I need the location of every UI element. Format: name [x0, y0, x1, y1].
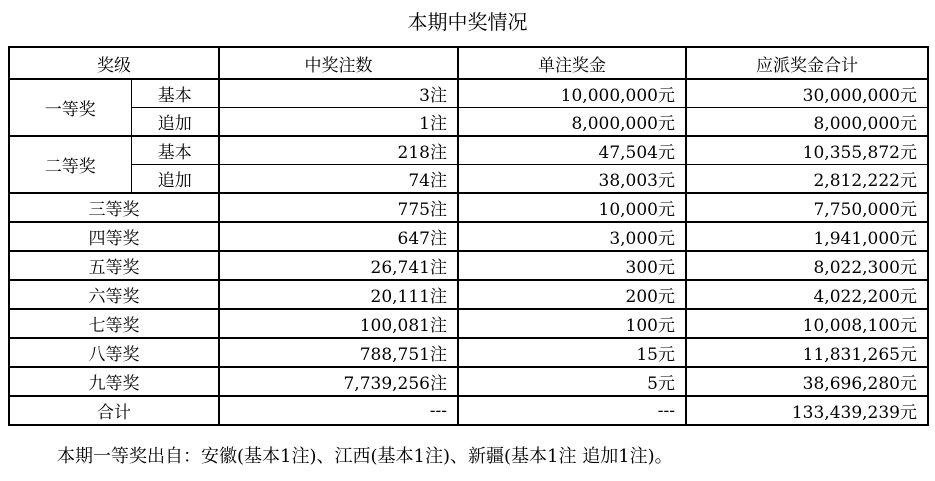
winning-count-cell: 775注 — [219, 193, 458, 222]
col-header-prize-level: 奖级 — [9, 47, 219, 79]
prize-level-cell: 七等奖 — [9, 309, 219, 338]
single-prize-cell: 15元 — [458, 338, 686, 367]
winning-count-cell: 3注 — [219, 79, 458, 108]
single-prize-cell: 8,000,000元 — [458, 108, 686, 137]
winning-count-cell: 218注 — [219, 136, 458, 165]
single-prize-cell: 5元 — [458, 367, 686, 396]
single-prize-cell: 3,000元 — [458, 222, 686, 251]
sub-type-cell: 追加 — [131, 108, 219, 137]
header-row — [9, 47, 928, 79]
total-prize-cell: 4,022,200元 — [686, 280, 928, 309]
winning-count-cell: 1注 — [219, 108, 458, 137]
single-prize-cell: 38,003元 — [458, 165, 686, 194]
prize-level-cell: 九等奖 — [9, 367, 219, 396]
single-prize-cell: 10,000元 — [458, 193, 686, 222]
total-prize-cell: 1,941,000元 — [686, 222, 928, 251]
single-prize-cell: 10,000,000元 — [458, 79, 686, 108]
total-prize-cell: 7,750,000元 — [686, 193, 928, 222]
page-title: 本期中奖情况 — [407, 10, 528, 34]
winning-count-cell: 20,111注 — [219, 280, 458, 309]
total-prize-cell: 10,355,872元 — [686, 136, 928, 165]
total-prize-cell: 133,439,239元 — [686, 396, 928, 425]
winning-count-cell: 788,751注 — [219, 338, 458, 367]
total-prize-cell: 10,008,100元 — [686, 309, 928, 338]
winning-count-cell: 74注 — [219, 165, 458, 194]
sub-type-cell: 追加 — [131, 165, 219, 194]
winning-count-cell: 647注 — [219, 222, 458, 251]
first-prize-source-note: 本期一等奖出自：安徽(基本1注)、江西(基本1注)、新疆(基本1注 追加1注)。 — [57, 446, 673, 467]
total-prize-cell: 11,831,265元 — [686, 338, 928, 367]
winning-count-cell: 7,739,256注 — [219, 367, 458, 396]
prize-level-cell: 五等奖 — [9, 251, 219, 280]
col-header-total-prize: 应派奖金合计 — [686, 47, 928, 79]
table-row — [9, 136, 928, 165]
table-row — [9, 309, 928, 338]
total-prize-cell: 8,000,000元 — [686, 108, 928, 137]
table-row — [9, 251, 928, 280]
prize-level-cell: 合计 — [9, 396, 219, 425]
table-row — [9, 193, 928, 222]
prize-level-cell: 一等奖 — [9, 79, 131, 136]
single-prize-cell: 200元 — [458, 280, 686, 309]
prize-level-cell: 二等奖 — [9, 136, 131, 193]
prize-table — [8, 46, 929, 426]
winning-count-cell: 26,741注 — [219, 251, 458, 280]
prize-level-cell: 三等奖 — [9, 193, 219, 222]
prize-level-cell: 四等奖 — [9, 222, 219, 251]
table-row — [9, 222, 928, 251]
winning-count-cell: 100,081注 — [219, 309, 458, 338]
table-row — [9, 280, 928, 309]
total-prize-cell: 38,696,280元 — [686, 367, 928, 396]
table-row — [9, 165, 928, 194]
table-row — [9, 108, 928, 137]
prize-level-cell: 八等奖 — [9, 338, 219, 367]
table-row-total — [9, 396, 928, 425]
sub-type-cell: 基本 — [131, 136, 219, 165]
table-row — [9, 79, 928, 108]
total-prize-cell: 2,812,222元 — [686, 165, 928, 194]
table-row — [9, 338, 928, 367]
winning-count-cell: --- — [219, 396, 458, 425]
single-prize-cell: --- — [458, 396, 686, 425]
total-prize-cell: 8,022,300元 — [686, 251, 928, 280]
col-header-single-prize: 单注奖金 — [458, 47, 686, 79]
total-prize-cell: 30,000,000元 — [686, 79, 928, 108]
prize-level-cell: 六等奖 — [9, 280, 219, 309]
table-row — [9, 367, 928, 396]
col-header-winning-count: 中奖注数 — [219, 47, 458, 79]
single-prize-cell: 47,504元 — [458, 136, 686, 165]
single-prize-cell: 300元 — [458, 251, 686, 280]
sub-type-cell: 基本 — [131, 79, 219, 108]
single-prize-cell: 100元 — [458, 309, 686, 338]
